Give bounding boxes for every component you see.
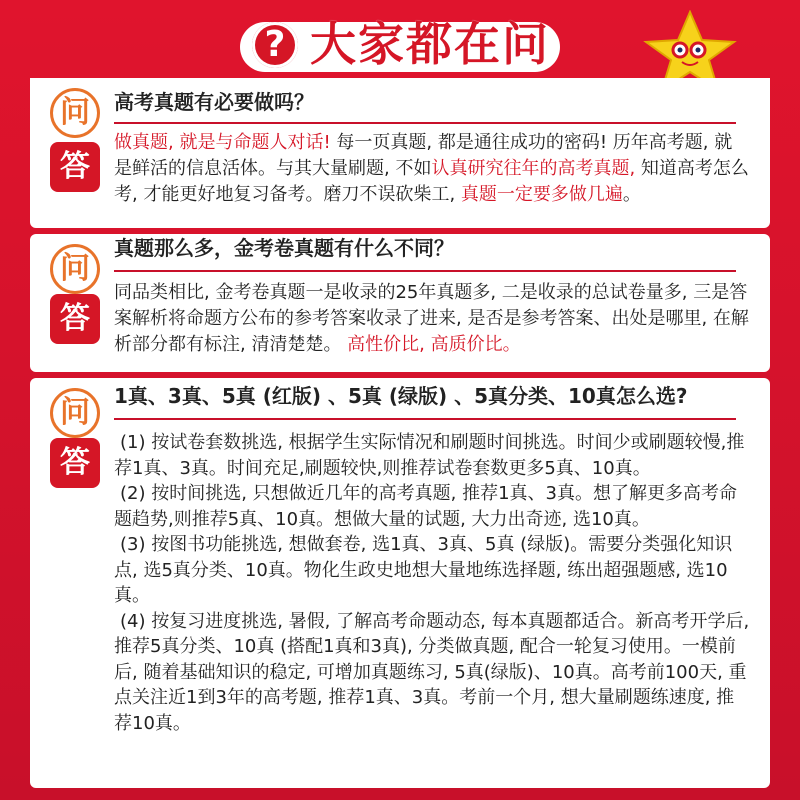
answer-highlight: 真题一定要多做几遍 [460,184,623,205]
answer-text [114,280,750,358]
page-title: 大家都在问 [310,17,550,71]
answer-segment: 知道高考怎么考, 才能更好地复习备考。磨刀不误砍柴工, [114,158,749,205]
answer-segment: 。 [622,184,641,205]
answer-highlight: 做真题, 就是与命题人对话! [114,132,337,153]
answer-highlight: 高性价比, 高质价比。 [347,334,521,355]
question-badge: 问 [50,244,100,294]
faq-card-2 [30,234,770,372]
answer-paragraph: (1) 按试卷套数挑选, 根据学生实际情况和刷题时间挑选。时间少或刷题较慢,推荐1真、3真。时间充足,刷题较快,则推荐试卷套数更多5真、10真。 [114,432,745,479]
faq-card-1 [30,78,770,228]
question-text: 1真、3真、5真 (红版) 、5真 (绿版) 、5真分类、10真怎么选? [114,384,688,408]
answer-paragraph: (2) 按时间挑选, 只想做近几年的高考真题, 推荐1真、3真。想了解更多高考命题趋势,则推荐5真、10真。想做大量的试题, 大力出奇迹, 选10真。 [114,483,738,530]
divider [114,270,736,272]
answer-paragraph: (4) 按复习进度挑选, 暑假, 了解高考命题动态, 每本真题都适合。新高考开学后, 推荐5真分类、10真 (搭配1真和3真), 分类做真题, 配合一轮复习使用。一模前后, 随着基础知识的稳定, 可增加真题练习, 5真(绿版)、10真。高考前100天, 重点关注近1到3年的高考题, 推荐1真、3真。考前一个月, 想大量刷题练速度, 推荐10真。 [114,610,750,734]
question-mark-icon: ? [252,22,298,68]
answer-badge: 答 [50,438,100,488]
question-text: 高考真题有必要做吗？ [114,90,314,114]
faq-card-3 [30,378,770,788]
answer-paragraph: (3) 按图书功能挑选, 想做套卷, 选1真、3真、5真 (绿版)。需要分类强化知识点, 选5真分类、10真。物化生政史地想大量地练选择题, 练出超强题感, 选10真。 [114,534,733,606]
answer-segment: 每一页真题, 都是通往成功的密码! 历年高考题, 就是鲜活的信息活体。与其大量刷题, 不如 [114,132,733,179]
answer-text [114,130,750,208]
answer-badge: 答 [50,294,100,344]
answer-segment: 同品类相比, 金考卷真题一是收录的25年真题多, 二是收录的总试卷量多, 三是答案解析将命题方公布的参考答案收录了进来, 是否是参考答案、出处是哪里, 在解析部分都有标注, 清清楚楚。 [114,282,749,355]
question-text: 真题那么多，金考卷真题有什么不同？ [114,236,454,260]
answer-highlight: 认真研究往年的高考真题, [431,158,636,179]
question-badge: 问 [50,88,100,138]
answer-text [114,430,750,736]
question-badge: 问 [50,388,100,438]
answer-badge: 答 [50,142,100,192]
divider [114,418,736,420]
divider [114,122,736,124]
